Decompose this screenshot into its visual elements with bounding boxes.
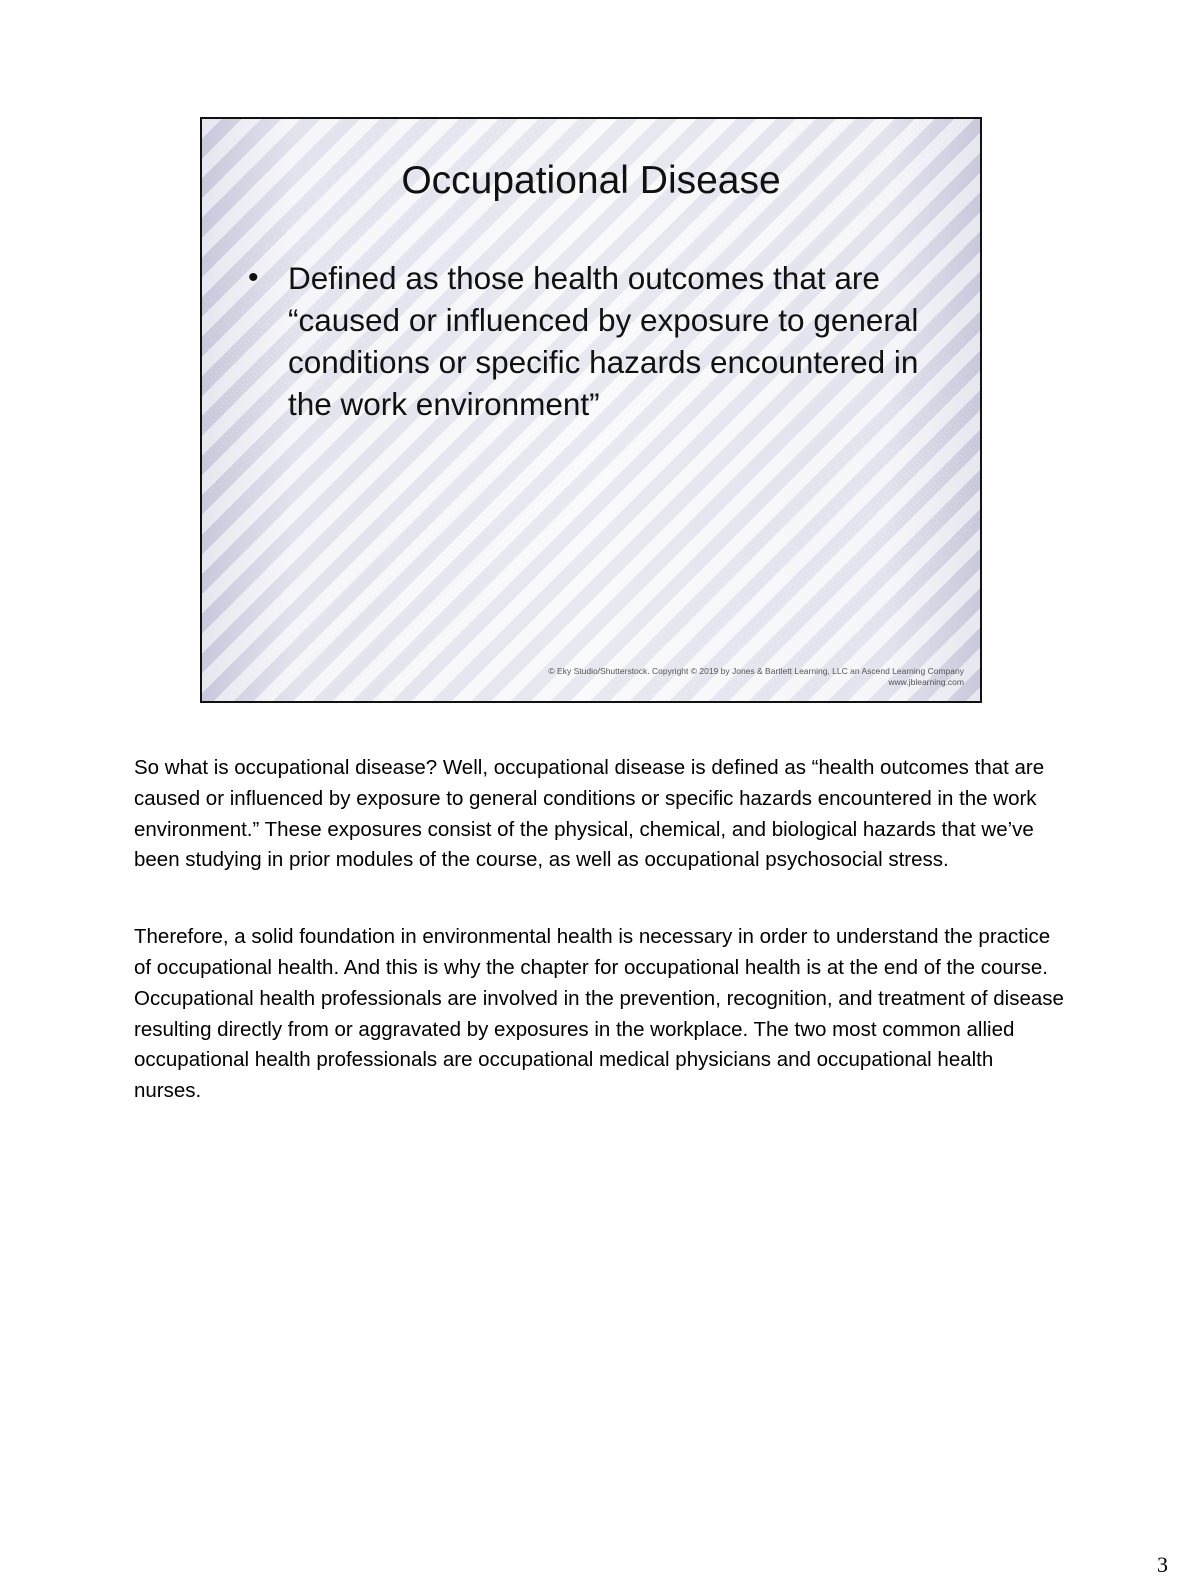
slide-thumbnail bbox=[200, 117, 982, 703]
slide-bullet-list bbox=[248, 257, 948, 425]
notes-paragraph: Therefore, a solid foundation in environmental health is necessary in order to understand the practice of occupational health. And this is why the chapter for occupational health is at the end of the course. Occupational health professionals are involved in the prevention, recognition, and treatment of disease resulting directly from or aggravated by exposures in the workplace. The two most common allied occupational health professionals are occupational medical physicians and occupational health nurses. bbox=[134, 925, 1064, 1103]
credit-line-copyright: © Eky Studio/Shutterstock. Copyright © 2019 by Jones & Bartlett Learning, LLC an Ascend Learning Company bbox=[548, 666, 964, 676]
page-number: 3 bbox=[1157, 1552, 1168, 1577]
credit-line-website: www.jblearning.com bbox=[888, 677, 964, 687]
bullet-dot-icon: • bbox=[248, 261, 259, 294]
speaker-notes bbox=[134, 753, 1064, 1153]
notes-paragraph: So what is occupational disease? Well, occupational disease is defined as “health outcomes that are caused or influenced by exposure to general conditions or specific hazards encountered in the work environment.” These exposures consist of the physical, chemical, and biological hazards that we’ve been studying in prior modules of the course, as well as occupational psychosocial stress. bbox=[134, 756, 1045, 872]
slide-credit bbox=[548, 666, 964, 688]
slide-bullet bbox=[248, 257, 948, 425]
slide-bullet-text: Defined as those health outcomes that are “caused or influenced by exposure to general conditions or specific hazards encountered in the work environment” bbox=[288, 260, 919, 422]
slide-title: Occupational Disease bbox=[401, 159, 781, 202]
